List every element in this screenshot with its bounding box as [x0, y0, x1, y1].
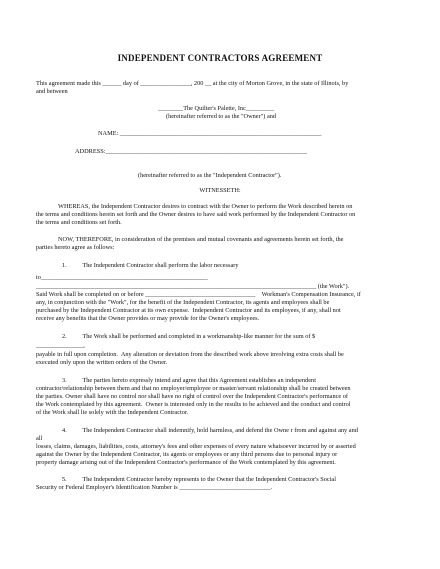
clause-5-line-2: Security or Federal Employer's Identification Number is _____________________________. [36, 484, 273, 491]
clause-1-line-2: to_____________________________________________________ [36, 274, 208, 281]
clause-1-line-6: purchased by the Independent Contractor at its own expense. Independent Contractor and its employees, if any, shall not [36, 307, 341, 314]
clause-4-line-2: all [36, 435, 43, 442]
clause-4-line-1: 4. The Independent Contractor shall indemnify, hold harmless, and defend the Owne r from and against any and [62, 427, 358, 434]
now-therefore-line-2: parties hereto agree as follows: [36, 244, 115, 251]
clause-2-line-1: 2. The Work shall be performed and completed in a workmanship-like manner for the sum of $ [62, 333, 316, 340]
whereas-line-3: the terms and conditions set forth. [36, 219, 122, 226]
clause-4-line-5: property damage arising out of the Independent Contractor's performance of the Work contemplated by this agreement. [36, 459, 336, 466]
clause-4-line-4: against the Owner by the Independent Contractor, its agents or employees or any third persons due to personal injury or [36, 451, 338, 458]
clause-2-line-2: _______________, [36, 342, 85, 349]
document-title: INDEPENDENT CONTRACTORS AGREEMENT [117, 53, 323, 63]
contractor-address-field: ADDRESS:________________________________________________________________ [75, 148, 307, 155]
intro-line-1: This agreement made this ______ day of ________________, 200 __ at the city of Morton Grove, in the state of Illinois, by [36, 80, 349, 87]
clause-1-line-1: 1. The Independent Contractor shall perform the labor necessary [62, 262, 239, 269]
clause-1-line-7: receive any benefits that the Owner provides or may provide for the Owner's employees. [36, 315, 260, 322]
whereas-line-1: WHEREAS, the Independent Contractor desires to contract with the Owner to perform the Work described herein on [58, 203, 353, 210]
clause-3-line-5: of the Work shall lie solely with the Independent Contractor. [36, 409, 189, 416]
contractor-name-field: NAME: ________________________________________________________________ [98, 130, 322, 137]
intro-line-2: and between [36, 88, 68, 95]
witnesseth-heading: WITNESSETH: [199, 187, 241, 194]
owner-name-line: ________The Quilter's Palette, Inc_________ [158, 105, 275, 112]
now-therefore-line-1: NOW, THEREFORE, in consideration of the premises and mutual covenants and agreements herein set forth, the [58, 236, 344, 243]
clause-5-line-1: 5. The Independent Contractor hereby represents to the Owner that the Independent Contractor's Social [62, 476, 336, 483]
clause-2-line-4: executed only upon the written orders of the Owner. [36, 359, 168, 366]
clause-4-line-3: losses, claims, damages, liabilities, costs, attorney's fees and other expenses of every nature whatsoever incurred by or asserted [36, 443, 356, 450]
clause-3-line-4: the Work contemplated by this agreement. Owner is interested only in the results to be achieved and the conduct and control [36, 401, 351, 408]
whereas-line-2: the terms and conditions herein set forth and the Owner desires to have said work performed by the Independent Contractor on [36, 211, 356, 218]
clause-1-line-5: any, in conjunction with the "Work", for the benefit of the Independent Contractor, its agents and employees shall be [36, 299, 330, 306]
clause-3-line-2: contractor/relationship between them and that no employer/employee or master/servant relationship shall be created between [36, 385, 351, 392]
contractor-ref-line: (hereinafter referred to as the "Independent Contractor"). [138, 172, 282, 179]
clause-3-line-3: the parties. Owner shall have no control nor shall have no right of control over the Independent Contractor's performance of [36, 393, 349, 400]
clause-1-line-3: _________________________________________________________________________________________ (the Work"). [36, 283, 350, 290]
clause-1-line-4: Said Work shall be completed on or before ___________________________________ Workman's Compensation Insurance, if [36, 291, 361, 298]
clause-3-line-1: 3. The parties hereto expressly intend and agree that this Agreement establishes an independent [62, 377, 316, 384]
clause-2-line-3: payable in full upon completion. Any alteration or deviation from the described work above involving extra costs shall be [36, 351, 344, 358]
owner-ref-line: (hereinafter referred to as the "Owner") and [166, 113, 277, 120]
